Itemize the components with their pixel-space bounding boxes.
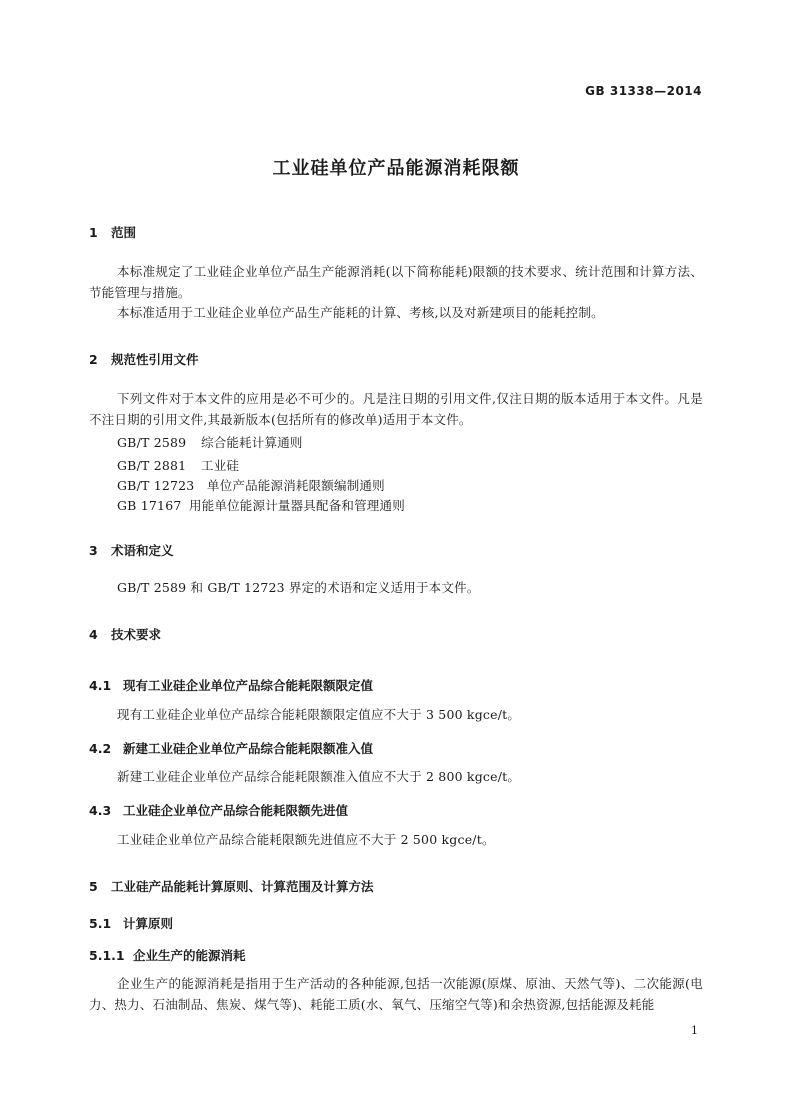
- reference-item: [117, 496, 405, 514]
- section-4-heading: [89, 625, 161, 643]
- section-4-3-paragraph: 工业硅企业单位产品综合能耗限额先进值应不大于 2 500 kgce/t。: [117, 832, 495, 847]
- section-number: 2: [89, 352, 98, 367]
- standard-number: GB 31338—2014: [585, 84, 702, 98]
- section-5-1-1-paragraph: 企业生产的能源消耗是指用于生产活动的各种能源,包括一次能源(原煤、原油、天然气等)、二次能源(电力、热力、石油制品、焦炭、煤气等)、耗能工质(水、氧气、压缩空气等)和余热资源,包括能源及耗能: [89, 976, 703, 1012]
- section-number: 3: [89, 543, 98, 558]
- section-4-3-heading: [89, 801, 348, 819]
- section-4-2-heading: [89, 739, 373, 757]
- section-3-paragraph-1: GB/T 2589 和 GB/T 12723 界定的术语和定义适用于本文件。: [117, 580, 480, 595]
- section-title: 术语和定义: [111, 543, 174, 558]
- section-5-1-heading: [89, 914, 173, 932]
- section-1-paragraph-2: 本标准适用于工业硅企业单位产品生产能耗的计算、考核,以及对新建项目的能耗控制。: [117, 305, 604, 320]
- section-2-heading: [89, 350, 199, 368]
- section-number: 4.2: [89, 741, 112, 756]
- reference-code: GB/T 2881: [117, 458, 187, 473]
- section-1-heading: [89, 223, 136, 241]
- section-title: 现有工业硅企业单位产品综合能耗限额限定值: [123, 678, 374, 693]
- reference-item: [117, 476, 385, 494]
- section-number: 5.1.1: [89, 948, 125, 963]
- section-title: 工业硅企业单位产品综合能耗限额先进值: [123, 803, 349, 818]
- section-5-heading: [89, 877, 374, 895]
- reference-code: GB/T 2589: [117, 435, 187, 450]
- section-5-1-1-heading: [89, 946, 246, 964]
- section-4-2-paragraph: 新建工业硅企业单位产品综合能耗限额准入值应不大于 2 800 kgce/t。: [117, 769, 521, 784]
- section-3-heading: [89, 541, 174, 559]
- section-number: 5: [89, 879, 98, 894]
- reference-item: [117, 433, 303, 451]
- section-1-paragraph-1: 本标准规定了工业硅企业单位产品生产能源消耗(以下简称能耗)限额的技术要求、统计范围和计算方法、节能管理与措施。: [89, 264, 703, 300]
- section-title: 新建工业硅企业单位产品综合能耗限额准入值: [123, 741, 374, 756]
- reference-code: GB 17167: [117, 498, 182, 513]
- page-number: 1: [691, 1024, 698, 1037]
- section-title: 技术要求: [111, 627, 162, 642]
- reference-title: 工业硅: [201, 458, 240, 473]
- section-title: 工业硅产品能耗计算原则、计算范围及计算方法: [111, 879, 374, 894]
- reference-title: 综合能耗计算通则: [201, 435, 303, 450]
- section-title: 范围: [111, 225, 137, 240]
- section-number: 1: [89, 225, 98, 240]
- section-2-paragraph-1: 下列文件对于本文件的应用是必不可少的。凡是注日期的引用文件,仅注日期的版本适用于本文件。凡是不注日期的引用文件,其最新版本(包括所有的修改单)适用于本文件。: [89, 391, 703, 427]
- section-number: 4.3: [89, 803, 112, 818]
- reference-title: 单位产品能源消耗限额编制通则: [207, 478, 385, 493]
- reference-item: [117, 456, 239, 474]
- reference-code: GB/T 12723: [117, 478, 195, 493]
- section-4-1-heading: [89, 676, 373, 694]
- section-number: 4: [89, 627, 98, 642]
- section-title: 企业生产的能源消耗: [133, 948, 246, 963]
- section-number: 5.1: [89, 916, 112, 931]
- section-number: 4.1: [89, 678, 112, 693]
- document-title: 工业硅单位产品能源消耗限额: [272, 158, 520, 179]
- reference-title: 用能单位能源计量器具配备和管理通则: [189, 498, 405, 513]
- section-title: 规范性引用文件: [111, 352, 199, 367]
- section-title: 计算原则: [123, 916, 174, 931]
- section-4-1-paragraph: 现有工业硅企业单位产品综合能耗限额限定值应不大于 3 500 kgce/t。: [117, 707, 521, 722]
